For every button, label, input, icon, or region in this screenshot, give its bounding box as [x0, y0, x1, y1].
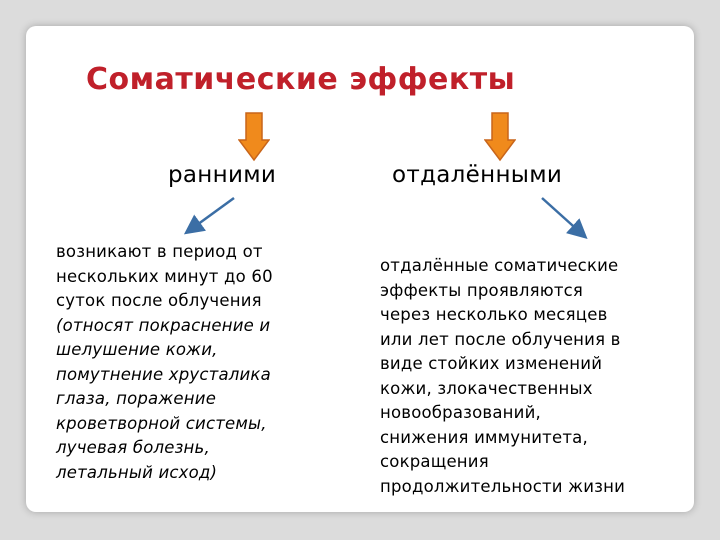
late-desc-line: сокращения: [380, 452, 489, 471]
early-desc-line: шелушение кожи,: [56, 340, 218, 359]
diagram-title: Соматические эффекты: [86, 62, 516, 97]
right-diagonal-arrow-icon: [538, 194, 598, 244]
early-desc-line: нескольких минут до 60: [56, 266, 273, 286]
right-down-arrow-icon: [484, 112, 516, 162]
early-desc-line: помутнение хрусталика: [56, 364, 271, 384]
early-desc-line: (относят покраснение и: [56, 315, 271, 335]
early-effects-label: ранними: [168, 162, 277, 188]
late-desc-line: отдалённые соматические: [380, 256, 619, 275]
early-effects-description: [56, 240, 273, 485]
early-desc-line: возникают в период от: [56, 242, 263, 261]
late-effects-description: [380, 254, 625, 499]
late-desc-line: или лет после облучения в: [380, 329, 621, 349]
late-desc-line: снижения иммунитета,: [380, 427, 588, 447]
early-desc-line: кроветворной системы,: [56, 413, 267, 433]
late-effects-label: отдалёнными: [392, 162, 563, 188]
early-desc-line: глаза, поражение: [56, 389, 217, 408]
early-desc-line: летальный исход): [56, 462, 218, 482]
left-diagonal-arrow-icon: [180, 194, 240, 238]
early-desc-line: суток после облучения: [56, 291, 262, 310]
late-desc-line: эффекты проявляются: [380, 280, 584, 300]
late-desc-line: кожи, злокачественных: [380, 378, 593, 398]
late-desc-line: продолжительности жизни: [380, 476, 626, 496]
late-desc-line: через несколько месяцев: [380, 305, 608, 324]
early-desc-line: лучевая болезнь,: [56, 438, 210, 457]
late-desc-line: виде стойких изменений: [380, 354, 603, 373]
left-down-arrow-icon: [238, 112, 270, 162]
late-desc-line: новообразований,: [380, 403, 541, 422]
